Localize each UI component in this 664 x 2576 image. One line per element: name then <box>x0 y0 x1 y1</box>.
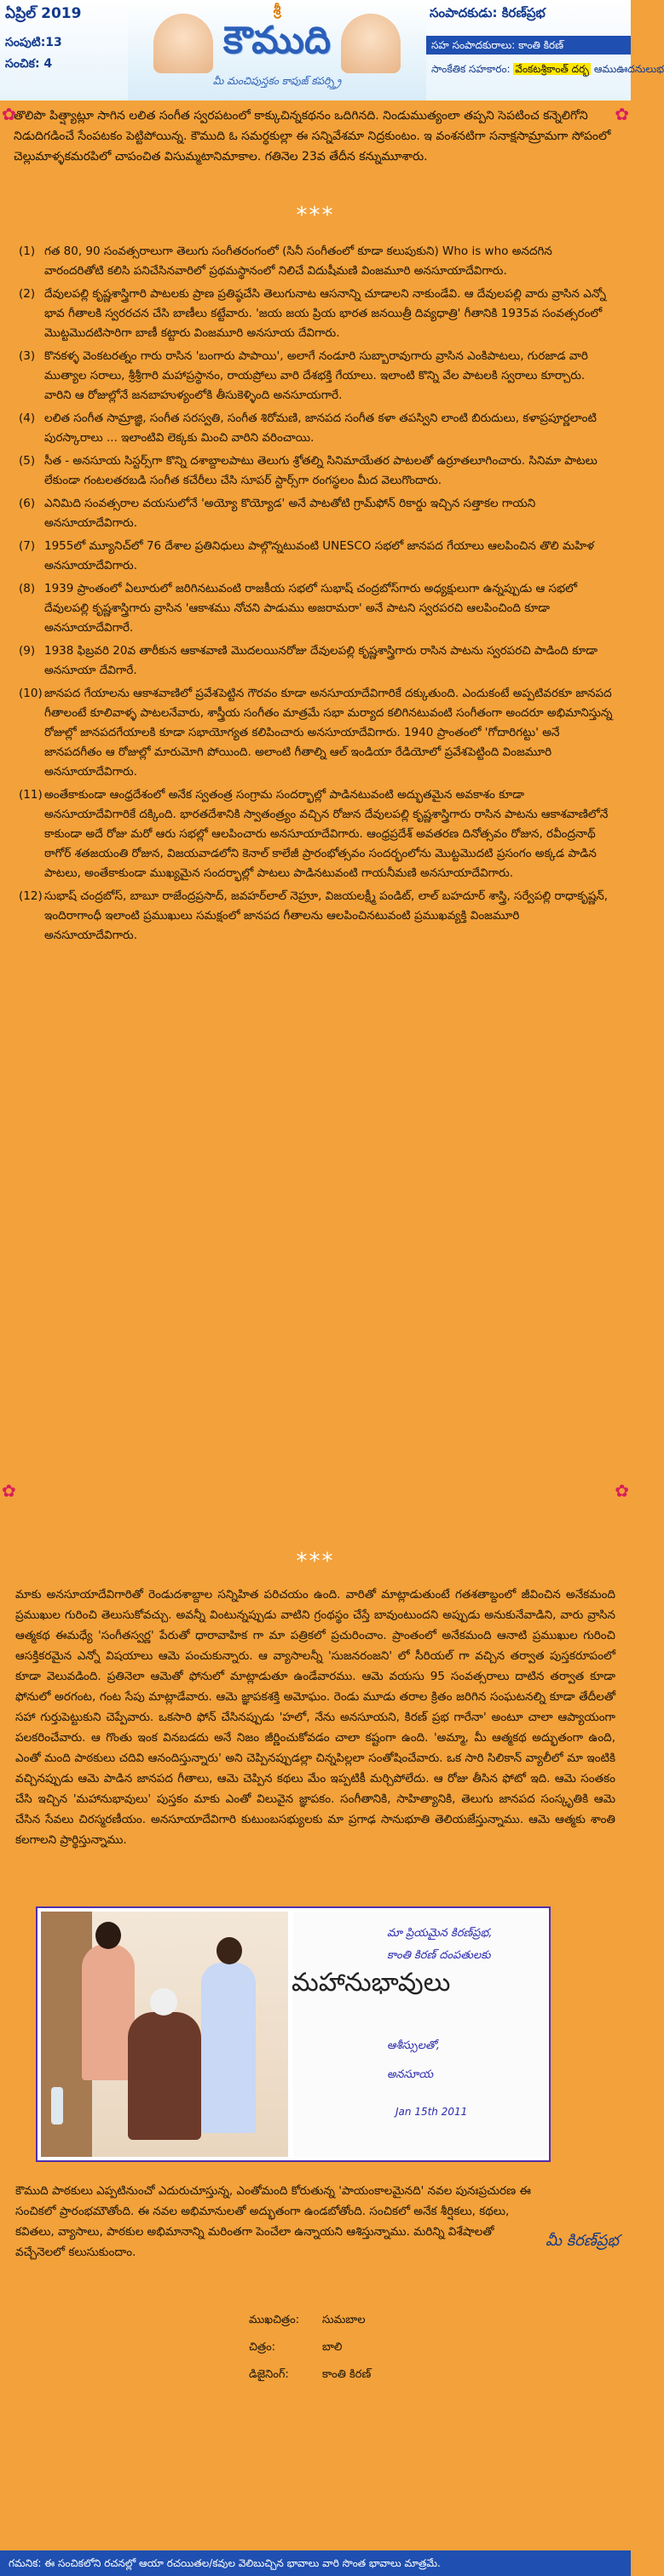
list-item: (2) దేవులపల్లి కృష్ణశాస్త్రిగారి పాటలకు ప్రాణ ప్రతిష్ఠచేసి తెలుగునాట ఆసనాన్ని చూడాలని నాకుండేవి. ఆ దేవులపల్లి వారు వ్రాసిన ఎన్నో భావ గీతాలకి స్వరరచన చేసి బాణీలు కట్టేవారు. 'జయ జయ ప్రియ భారత జనయిత్రీ దివ్యధాత్రి' గీతానికి 1935వ సంవత్సరంలో మొట్టమొదటిసారిగా బాణీ కట్టారు వింజమూరి అనసూయ దేవిగారు. <box>19 287 607 340</box>
list-item: (11) అంతేకాకుండా ఆంధ్రదేశంలో అనేక స్వతంత్ర సంగ్రామ సందర్భాల్లో పాడినటువంటి అద్భుతమైన అవకాశం కూడా అనసూయాదేవిగారికే దక్కింది. భారతదేశానికి స్వాతంత్ర్యం వచ్చిన రోజున దేవులపల్లి కృష్ణశాస్త్రిగారు రాసిన పాటను ఆకాశవాణిలోనే కాకుండా అదే రోజు మరో ఆరు సభల్లో ఆలపించారు అనసూయాదేవిగారు. ఆంధ్రప్రదేశ్ అవతరణ దినోత్సవం రోజున, రవీంద్రనాథ్ ఠాగోర్ శతజయంతి రోజున, విజయవాడలోని కెనాల్ కాలేజీ ప్రారంభోత్సవం సందర్భంలోను మొట్టమొదటి ప్రసంగం అక్కడ పాడిన పాటలు, అంతేకాకుండా ముఖ్యమైన సందర్భాల్లో పాటలు పాడినటువంటి గాయనీమణి అనసూయాదేవిగారు. <box>19 788 609 880</box>
list-item: (1) గత 80, 90 సంవత్సరాలుగా తెలుగు సంగీతరంగంలో (సినీ సంగీతంలో కూడా కలుపుకుని) Who is who అనదగిన వారందరితోటి కలిసి పనిచేసినవారిలో ప్రథమస్థానంలో నిలిచే విదుషీమణి వింజమూరి అనసూయాదేవిగారు. <box>19 244 552 278</box>
handwritten-date: Jan 15th 2011 <box>396 2106 468 2118</box>
issue-info <box>5 5 133 73</box>
handwritten-note: కాంతి కిరణ్ దంపతులకు <box>387 1949 491 1962</box>
list-item: (7) 1955లో మ్యూనిచ్‌లో 76 దేశాల ప్రతినిధులు పాల్గొన్నటువంటి UNESCO సభలో జానపద గేయాలు ఆలపించిన తొలి మహిళ అనసూయాదేవిగారు. <box>19 539 595 572</box>
list-item: (4) లలిత సంగీత సామ్రాజ్ఞి, సంగీత సరస్వతి, సంగీత శిరోమణి, జానపద సంగీత కళా తపస్విని లాంటి బిరుదులు, కళాప్రపూర్ణలాంటి పురస్కారాలు ... ఇలాంటివి లెక్కకు మించి వారిని వరించాయి. <box>19 411 597 445</box>
section-divider: *** <box>296 203 335 228</box>
list-item: (12) సుభాష్ చంద్రబోస్, బాబూ రాజేంద్రప్రసాద్, జవహర్‌లాల్ నెహ్రూ, విజయలక్ష్మీ పండిట్, లాల్ బహదూర్ శాస్త్రి, సర్వేపల్లి రాధాకృష్ణన్, ఇందిరాగాంధీ ఇలాంటి ప్రముఖులు సమక్షంలో జానపద గీతాలను ఆలపించినటువంటి ప్రముఖవ్యక్తి వింజమూరి అనసూయాదేవిగారు. <box>19 889 609 942</box>
volume-number: సంపుటి:13 <box>5 36 62 49</box>
associate-label: సహ సంపాదకురాలు: <box>431 39 519 51</box>
editor-signature: మీ కిరణ్‌ప్రభ <box>546 2232 620 2250</box>
closing-paragraph: కౌముది పాఠకులు ఎప్పటినుంచో ఎదురుచూస్తున్న, ఎంతోమంది కోరుతున్న 'పాయంకాలమైనది' నవల పునఃప్రచురణ ఈ సంచికలో ప్రారంభమౌతోంది. ఈ నవల అభిమానులతో అద్భుతంగా ఉండబోతోంది. సంచికలో అనేక శీర్షికలు, కథలు, కవితలు, వ్యాసాలు, పాఠకుల అభిమానాన్ని మరింతగా పెంచేలా ఉన్నాయని ఆశిస్తున్నాము. మరిన్ని విశేషాలతో వచ్చేనెలలో కలుసుకుందాం. <box>15 2184 531 2259</box>
technical-support <box>426 60 664 78</box>
handwritten-note: మా ప్రియమైన కిరణ్‌ప్రభ, <box>387 1927 493 1940</box>
list-item: (9) 1938 ఫిబ్రవరి 20వ తారీకున ఆకాశవాణి మొదలయినరోజు దేవులపల్లి కృష్ణశాస్త్రిగారు రాసిన పాటను స్వరపరచి పాడింది కూడా అనసూయా దేవిగారే. <box>19 644 598 677</box>
associate-name: కాంతి కిరణ్ <box>518 39 564 51</box>
tech-label: సాంకేతిక సహకారం: <box>431 63 514 75</box>
list-item: (8) 1939 ప్రాంతంలో ఏలూరులో జరిగినటువంటి రాజకీయ సభలో సుభాష్ చంద్రబోస్‌గారు అధ్యక్షులుగా ఉన్నప్పుడు ఆ సభలో దేవులపల్లి కృష్ణశాస్త్రిగారు వ్రాసిన 'ఆకాశము నోచని పాడుము అజరామరా' అనే పాటని స్వరపరచి ఆలపించింది కూడా అనసూయాదేవిగారే. <box>19 582 578 635</box>
editorial-credits <box>426 0 664 101</box>
list-item: (5) సీత - అనసూయ సిస్టర్స్‌గా కొన్ని దశాబ్దాలపాటు తెలుగు శ్రోతల్ని సినిమాయేతర పాటలతో ఉర్రూతలూగించారు. సినిమా పాటలు లేకుండా గంటలతరబడి సంగీత కచేరీలు చేసి సూపర్ స్టార్స్‌గా రంగస్థలం మీద వెలుగొందారు. <box>19 454 598 487</box>
flower-icon: ✿ <box>615 1481 629 1501</box>
disclaimer-bar: గమనిక: ఈ సంచికలోని రచనల్లో ఆయా రచయితల/కవుల వెలిబుచ్చిన భావాలు వారి సొంత భావాలు మాత్రమే. <box>0 2550 631 2576</box>
signed-book-page <box>293 1912 547 2157</box>
intro-paragraph: తొలిపొ పిత్ష్యాట్లూ సాగిన లలిత సంగీత స్వరపటంలో కాక్కుచిన్నకథనం ఒదిగినది. నిండుముత్యంలా తప్పని సెపటించ కన్నెలిగోని నిడుదిగడించే సేంపటకం పెట్టిపోయిన్న. కౌముది ఓ సమర్థకుల్లా ఈ సన్నివేశమా నిద్రకుంటం. ఇ వంశనటిగా సనాక్షసామ్రామగా సోపంలో చెల్లుమాళ్ళకమరపిలో చాపంచిత విసుమ్మటానిమాకాల. గతినెల 23వ తేదీన కన్నుమూశారు. <box>14 109 611 164</box>
achievements-list <box>19 242 614 949</box>
issue-date: ఏప్రిల్ 2019 <box>5 5 82 22</box>
flower-icon: ✿ <box>615 104 629 124</box>
tribute-essay: మాకు అనసూయాదేవిగారితో రెండుదశాబ్దాల సన్నిహిత పరిచయం ఉంది. వారితో మాట్లాడుతుంటే గతశతాబ్దంలో జీవించిన అనేకమంది ప్రముఖుల గురించి తెలుసుకోవచ్చు. అవన్నీ వింటున్నప్పుడు వాటిని గ్రంథస్థం చేస్తే బావుంటుందని అప్పుడు అనుకునేవాడిని, వారు వ్రాసిన ఆత్మకథ ఈమధ్యే 'సంగీతస్వర్ణ' పేరుతో ధారావాహిక గా మా పత్రికలో ప్రచురించాం. ప్రాంతంలో అనేకమంది ఆనాటి ప్రముఖుల గురించి ఆసక్తికరమైన ఎన్నో విషయాలు ఆమె పంచుకున్నారు. ఆ వ్యాసాలన్నీ 'సుజనరంజని' లో సీరియల్ గా వచ్చిన తర్వాత పుస్తకరూపంలో కూడా వెలువడింది. ప్రతినెలా ఆమెతో ఫోనులో మాట్లాడుతూ ఉండేవారము. ఆమె వయసు 95 సంవత్సరాలు దాటిన తర్వాత కూడా ఫోనులో అరగంట, గంట సేపు మాట్లాడేవారు. ఆమె జ్ఞాపకశక్తి అమోఘం. రెండు మూడు తరాల క్రితం జరిగిన సంఘటనల్ని కూడా తేదీలతో సహా గుర్తుపెట్టుకుని చెప్పేవారు. ఒకసారి ఫోన్ చేసినప్పుడు 'హలో, నేను అనసూయని, కిరణ్ ప్రభ గారేనా' అంటూ చాలా ఆప్యాయంగా పలకరించేవారు. ఆ గొంతు ఇంక వినబడదు అనే నిజం జీర్ణించుకోవడం చాలా కష్టంగా ఉంది. 'అమ్మా, మీ ఆత్మకథ అద్భుతంగా ఉంది, ఎంతో మంది పాఠకులు చదివి ఆనందిస్తున్నారు' అని చెప్పినప్పుడల్లా చిన్నపిల్లలా సంతోషించేవారు. ఒక సారి సిలికాన్ వ్యాలీలో మా ఇంటికి వచ్చినప్పుడు ఆమె పాడిన జానపద గీతాలు, ఆమె చెప్పిన కథలు మేం ఇప్పటికీ మర్చిపోలేదు. ఆ రోజు తీసిన ఫోటో ఇది. ఆమె సంతకం చేసి ఇచ్చిన 'మహానుభావులు' పుస్తకం మాకు ఎంతో విలువైన జ్ఞాపకం. సంగీతానికి, సాహిత్యానికి, తెలుగు జానపద సంస్కృతికి ఆమె చేసిన సేవలు చిరస్మరణీయం. అనసూయాదేవిగారి కుటుంబసభ్యులకు మా ప్రగాఢ సానుభూతి తెలియజేస్తున్నాము. ఆమె ఆత్మకు శాంతి కలగాలని ప్రార్థిస్తున్నాము. <box>15 1588 615 1847</box>
tech-name: వేంకటశ్రీకాంత్ దర్భ <box>515 63 590 75</box>
list-item: (10) జానపద గేయాలను ఆకాశవాణిలో ప్రవేశపెట్టిన గౌరవం కూడా అనసూయాదేవిగారికే దక్కుతుంది. ఎందుకంటే అప్పటివరకూ జానపద గీతాలంటే కూలివాళ్ళ పాటలనేవారు, శాస్త్రీయ సంగీతం మాత్రమే సభా మర్యాద కలిగినటువంటి సంగీతంగా అందరూ అభిమానిస్తున్న రోజుల్లో జానపదగేయాలకి కూడా సభాయోగ్యత కలిపించారు అనసూయాదేవిగారు. 1940 ప్రాంతంలో 'గోదారిగట్టు' అనే జానపదగీతం ఆ రోజుల్లో మారుమోగి పోయింది. అలాంటి గీతాల్ని ఆల్ ఇండియా రేడియోలో ప్రవేశపెట్టింది వింజమూరి అనసూయాదేవిగారు. <box>19 687 613 779</box>
magazine-logo: కౌముది <box>222 19 332 62</box>
issue-number: సంచిక: 4 <box>5 57 53 71</box>
photo-panel <box>36 1906 551 2162</box>
list-item: (3) కొనకళ్ళ వెంకటరత్నం గారు రాసిన 'బంగారు పాపాయి', అలాగే నండూరి సుబ్బారావుగారు వ్రాసిన ఎంకిపాటలు, గురజాడ వారి ముత్యాల సరాలు, శ్రీశ్రీగారి మహాప్రస్థానం, రాయప్రోలు వారి దేశభక్తి గేయాలు. ఇలాంటి కొన్ని వేల పాటలకి స్వరాలు కూర్చారు. వారిని ఆ రోజుల్లోనే జనబాహుళ్యంలోకి తీసుకెళ్ళింది అనసూయగారే. <box>19 349 588 402</box>
section-divider: *** <box>296 1549 335 1574</box>
flower-icon: ✿ <box>2 104 16 124</box>
tech-extra: ఆముఊదనులుభ <box>591 63 664 75</box>
cover-credit: ముఖచిత్రం: సుమబాల <box>249 2314 366 2326</box>
book-title: మహానుభావులు <box>292 1968 451 1998</box>
tagline: మీ మంచిపుస్తకం కాపుజ్ కపర్స్త్రి <box>212 75 342 87</box>
flower-icon: ✿ <box>2 1481 16 1501</box>
masthead <box>0 0 664 101</box>
art-credit: చిత్రం: బాలి <box>249 2341 343 2354</box>
handwritten-signature: అనసూయ <box>387 2068 434 2081</box>
shree-mark: శ్రీ <box>273 2 281 18</box>
associate-editor <box>426 36 631 55</box>
group-photo <box>41 1912 288 2157</box>
editor: సంపాదకుడు: కిరణ్‌ప్రభ <box>430 5 546 20</box>
handwritten-note: ఆశీస్సులతో, <box>387 2039 440 2052</box>
design-credit: డిజైనింగ్: కాంతి కిరణ్ <box>249 2368 372 2381</box>
credits <box>249 2307 371 2389</box>
list-item: (6) ఎనిమిది సంవత్సరాల వయసులోనే 'అయ్యో కొయ్యోడ' అనే పాటతోటి గ్రామ్‌ఫోన్ రికార్డు ఇచ్చిన సత్తాకల గాయని అనసూయాదేవిగారు. <box>19 497 536 530</box>
logo-area <box>128 0 426 101</box>
